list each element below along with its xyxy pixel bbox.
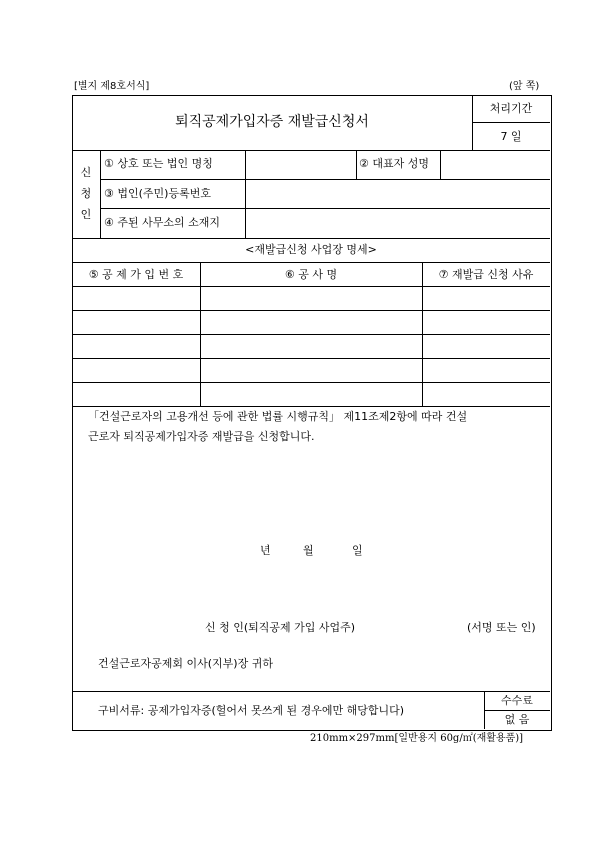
statement-line-2: 근로자 퇴직공제가입자증 재발급을 신청합니다. — [88, 430, 315, 443]
statement-line-1: 「건설근로자의 고용개선 등에 관한 법률 시행규칙」 제11조제2항에 따라 건설 — [88, 410, 468, 423]
registration-number-label: ③ 법인(주민)등록번호 — [104, 187, 211, 200]
fee-label: 수수료 — [501, 694, 533, 707]
date-year-label: 년 — [260, 544, 271, 557]
paper-spec-label: 210mm×297mm[일반용지 60g/㎡(재활용품)] — [310, 733, 524, 744]
applicant-signature-label: 신 청 인(퇴직공제 가입 사업주) — [205, 621, 356, 634]
required-documents-text: 구비서류: 공제가입자증(헐어서 못쓰게 된 경우에만 해당합니다) — [98, 704, 405, 717]
table-row — [72, 358, 550, 382]
column-header-reissue-reason: ⑦ 재발급 신청 사유 — [438, 268, 534, 281]
date-day-label: 일 — [352, 544, 363, 557]
address-label: ④ 주된 사무소의 소재지 — [104, 216, 220, 229]
processing-period-value: 7 일 — [500, 130, 522, 143]
company-name-label: ① 상호 또는 법인 명칭 — [104, 157, 213, 170]
form-title: 퇴직공제가입자증 재발급신청서 — [175, 114, 369, 130]
fee-value: 없 음 — [504, 713, 530, 726]
form-number-label: [별지 제8호서식] — [74, 81, 150, 92]
signature-or-seal-note[interactable]: (서명 또는 인) — [467, 621, 536, 634]
representative-label: ② 대표자 성명 — [359, 157, 429, 170]
applicant-section-char: 청 — [80, 187, 92, 200]
page-side-label: (앞 쪽) — [509, 81, 540, 92]
date-month-label: 월 — [303, 544, 314, 557]
table-row — [72, 334, 550, 358]
table-row — [72, 286, 550, 310]
applicant-section-char: 인 — [80, 208, 92, 221]
applicant-section-char: 신 — [80, 166, 92, 179]
table-row — [72, 310, 550, 334]
column-header-enrollment-number: ⑤ 공 제 가 입 번 호 — [88, 268, 184, 281]
processing-period-label: 처리기간 — [489, 102, 533, 115]
table-row — [72, 382, 550, 406]
details-heading: <재발급신청 사업장 명세> — [245, 243, 377, 256]
recipient-label: 건설근로자공제회 이사(지부)장 귀하 — [98, 657, 273, 670]
column-header-project-name: ⑥ 공 사 명 — [284, 268, 338, 281]
